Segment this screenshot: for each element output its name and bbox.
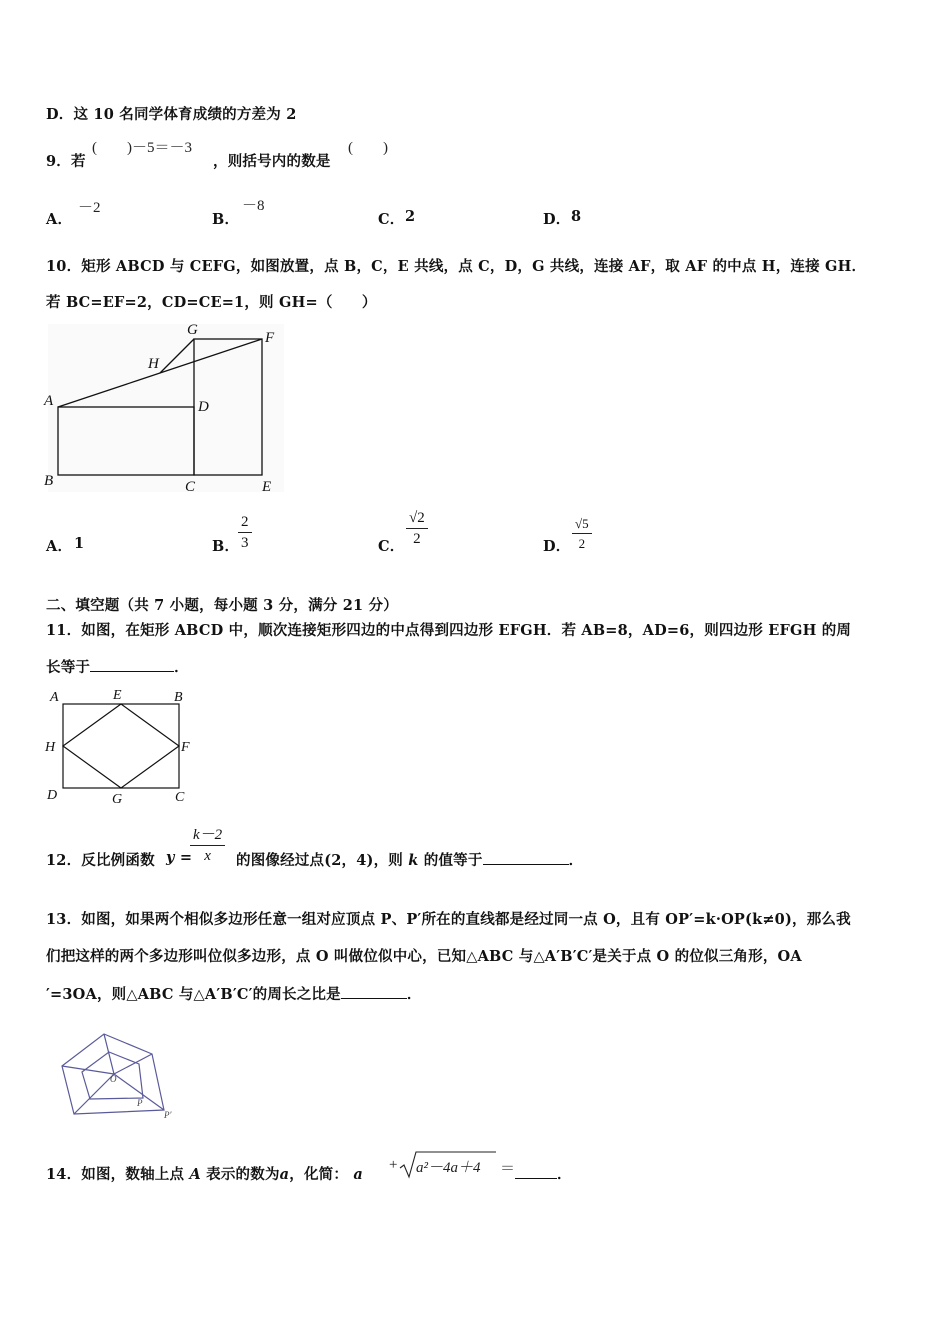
q13-text-line3 [46,983,422,1004]
ray-5 [74,1074,114,1114]
q11-label-e: E [113,688,122,703]
q10-figure-bg [48,324,284,492]
q12-k: k [408,852,419,869]
q14-mid: 表示的数为 [206,1166,280,1183]
q14-eq: ＝ [500,1161,516,1177]
q13-answer-blank[interactable] [341,984,407,999]
q12-prefix: 12．反比例函数 [46,852,155,869]
label-a: A [44,393,54,409]
q12-suffix-text: 的图像经过点(2，4)，则 [236,852,403,869]
q14-mid2: ，化简： [289,1166,349,1183]
q10-option-c-fraction [406,510,428,548]
rect-abcd-q11 [63,704,179,788]
q9-paren: ( ) [348,140,388,156]
label-d: D [198,399,209,415]
q11-text-line2 [46,656,189,677]
q9-option-b-value: －8 [242,198,265,214]
q11-label-f: F [181,740,190,755]
q9-suffix: ，则括号内的数是 [213,153,331,170]
q9-option-d-label: D． [543,211,571,228]
q10-option-b-num: 2 [238,514,252,533]
q10-text-line1: 10．矩形 ABCD 与 CEFG，如图放置，点 B，C，E 共线，点 C，D，G 共线，连接 AF，取 AF 的中点 H，连接 GH． [46,258,867,275]
q12-num: k－2 [190,823,225,846]
q13-text-line2: 们把这样的两个多边形叫位似多边形，点 O 叫做位似中心，已知△ABC 与△A′B′C′是关于点 O 的位似三角形，OA [46,948,802,965]
q11-label-h: H [45,740,56,755]
q11-text-line1: 11．如图，在矩形 ABCD 中，顺次连接矩形四边的中点得到四边形 EFGH．若 AB=8，AD=6，则四边形 EFGH 的周 [46,622,852,639]
q13-figure [52,1026,182,1121]
quad-efgh [63,704,179,788]
q10-option-c-num: √2 [406,510,428,529]
q9-expression: ( )－5＝－3 [92,140,192,156]
label-c: C [185,479,196,495]
q14-text [46,1163,363,1184]
q14-plus: + [389,1157,398,1173]
q10-option-a-value: 1 [74,535,85,552]
q13-line3-text: ′=3OA，则△ABC 与△A′B′C′的周长之比是 [46,986,341,1003]
q14-a-term: a [353,1166,363,1183]
q9-option-b-label: B． [212,211,240,228]
q11-label-a: A [50,690,59,705]
q10-option-b-den: 3 [241,535,249,551]
q10-option-d-den: 2 [578,536,586,551]
q9-option-a-value: －2 [78,200,101,216]
q9-prefix: 9．若 [46,153,86,170]
section-heading: 二、填空题（共 7 小题，每小题 3 分，满分 21 分） [46,597,398,614]
q10-option-c-den: 2 [413,531,421,547]
q12-suffix [236,849,583,870]
q10-option-b-fraction [238,514,252,552]
q14-radicand: a²－4a＋4 [416,1160,481,1176]
q10-option-d-fraction [572,516,592,552]
q11-label-d: D [47,788,58,803]
label-b: B [44,473,54,489]
q12-y-eq: y = [166,849,193,866]
label-h: H [148,356,159,372]
q14-point-a: A [189,1166,201,1183]
q12-fraction [190,823,225,865]
q13-text-line1: 13．如图，如果两个相似多边形任意一组对应顶点 P、P′所在的直线都是经过同一点 O，且有 OP′=k·OP(k≠0)，那么我 [46,911,851,928]
ray-3 [114,1054,152,1074]
q10-text-line2: 若 BC=EF=2，CD=CE=1，则 GH=（ ） [46,294,377,311]
q14-a: a [279,1166,290,1183]
q14-prefix: 14．如图，数轴上点 [46,1166,185,1183]
q10-figure [40,318,290,496]
q13-label-p-prime: P′ [164,1110,172,1120]
q14-answer-blank[interactable] [515,1164,557,1179]
q9-option-c-value: 2 [405,208,416,225]
q12-den: x [204,848,211,864]
q10-option-d-label: D． [543,538,571,555]
q11-line2-text: 长等于 [46,659,91,676]
q14-end: ． [557,1166,572,1183]
q13-label-p: P [137,1098,143,1108]
label-e: E [262,479,272,495]
q12-end: ． [568,852,584,869]
q9-option-c-label: C． [378,211,405,228]
label-g: G [187,322,198,338]
q11-figure [40,684,200,809]
q11-end: ． [174,659,189,676]
q11-answer-blank[interactable] [90,657,174,672]
q10-option-b-label: B． [212,538,240,555]
q12-answer-blank[interactable] [483,850,569,865]
q9-option-d-value: 8 [571,208,582,225]
q10-option-d-num: √5 [572,516,592,534]
q11-label-c: C [175,790,185,805]
q10-option-a-label: A． [46,538,73,555]
q12-suffix2: 的值等于 [423,852,483,869]
q13-end: ． [406,986,422,1003]
q9-option-a-label: A． [46,211,73,228]
q11-label-g: G [112,792,123,807]
q13-label-o: O [110,1074,117,1084]
q10-option-c-label: C． [378,538,405,555]
q14-answer [515,1163,572,1184]
q8-option-d: D．这 10 名同学体育成绩的方差为 2 [46,106,297,123]
q11-label-b: B [174,690,183,705]
label-f: F [265,330,275,346]
